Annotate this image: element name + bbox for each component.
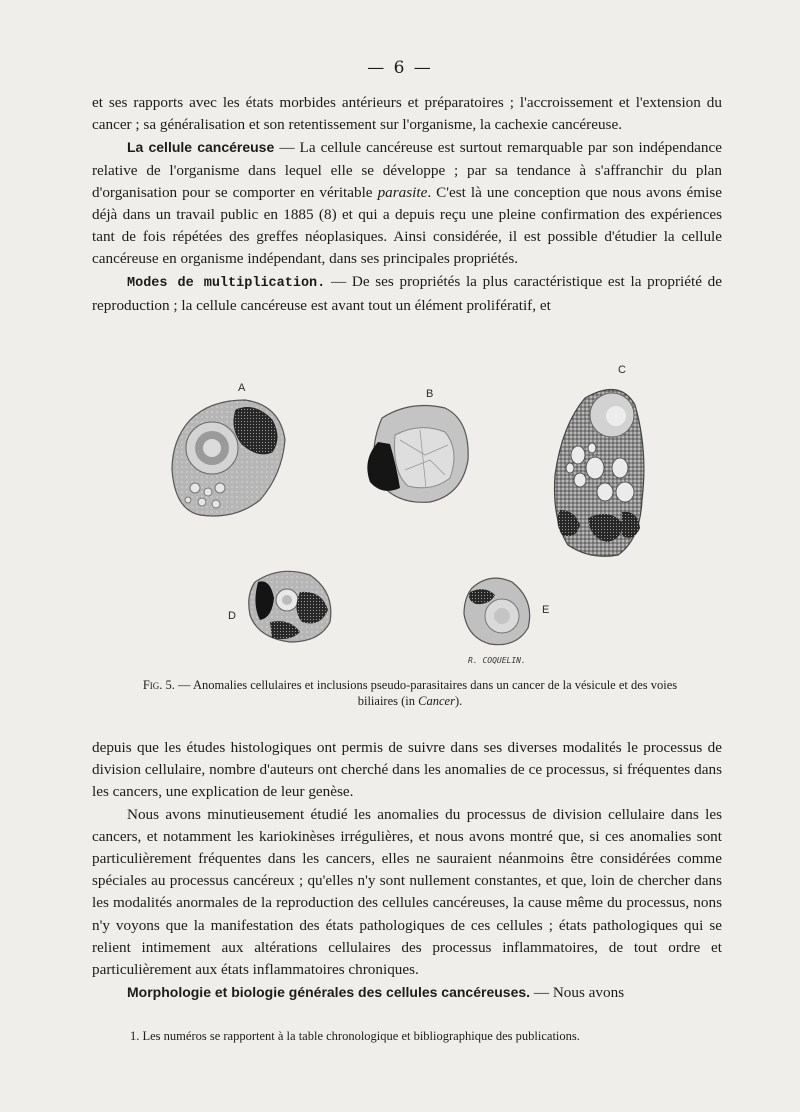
- cell-c: [555, 389, 644, 556]
- figure-label-b: B: [426, 388, 434, 400]
- cell-illustration: [150, 360, 690, 680]
- section-heading: Morphologie et biologie générales des cellules cancéreuses.: [127, 984, 531, 1001]
- footnote: 1. Les numéros se rapportent à la table chronologique et bibliographique des publications.: [130, 1029, 580, 1043]
- paragraph-modes-multiplication: [92, 271, 722, 317]
- cell-d: [249, 571, 331, 642]
- text-block-bottom: [92, 737, 722, 1004]
- artist-signature: R. COQUELIN.: [468, 656, 526, 665]
- paragraph-text: . C'est là une conception que nous avons émise déjà dans un travail public en 1885 (8) et qui a depuis reçu une pleine confirmation des expériences tant de fois répétées des greffes néoplasiques. Ainsi considérée, il est possible d'étudier la cellule cancéreuse en organisme indépendant, dans ses principales propriétés.: [92, 183, 722, 268]
- italic-term: parasite: [377, 183, 428, 201]
- paragraph-morphologie: [92, 981, 722, 1004]
- caption-prefix: Fig. 5.: [142, 678, 175, 692]
- paragraph-text: — De ses propriétés la plus caractéristique est la propriété de reproduction ; la cellule cancéreuse est avant tout un élément prolifératif, et: [92, 272, 722, 314]
- figure-caption: [140, 677, 680, 709]
- paragraph-text: — Nous avons: [530, 984, 625, 1002]
- figure-label-d: D: [228, 610, 236, 622]
- text-block-top: [92, 92, 722, 317]
- paragraph: et ses rapports avec les états morbides antérieurs et préparatoires ; l'accroissement et l'extension du cancer ; sa généralisation et son retentissement sur l'organisme, la cachexie cancéreuse.: [92, 94, 722, 134]
- section-heading: La cellule cancéreuse: [127, 139, 275, 156]
- figure-5: [150, 360, 690, 680]
- figure-label-e: E: [542, 604, 550, 616]
- cell-a: [172, 400, 285, 516]
- paragraph-text: — La cellule cancéreuse est surtout remarquable par son indépendance relative de l'organisme dans lequel elle se développe ; par sa tendance à s'affranchir du plan d'organisation pour se comporter en véritable: [92, 139, 722, 201]
- paragraph: Nous avons minutieusement étudié les anomalies du processus de division cellulaire dans les cancers, et notamment les kariokinèses irrégulières, et nous avons montré que, si ces anomalies sont particulièrement fréquentes dans les cancers, elles ne sauraient néanmoins être considérées comme spéciales au processus cancéreux ; qu'elles n'y sont nullement constantes, et que, loin de chercher dans les modalités anormales de la reproduction des cellules cancéreuses, la cause même du processus, nons n'y voyons que la manifestation des états pathologiques de ces cellules ; états pathologiques qui se relient intimement aux altérations cellulaires des processus inflammatoires, de tout ordre et particulièrement aux états inflammatoires chroniques.: [92, 805, 722, 979]
- caption-italic: Cancer: [418, 694, 455, 708]
- cell-b: [367, 406, 468, 503]
- figure-label-c: C: [618, 364, 626, 376]
- paragraph-cellule-cancereuse: [92, 136, 722, 270]
- caption-text: — Anomalies cellulaires et inclusions pseudo-parasitaires dans un cancer de la vésicule et des voies biliaires (in: [174, 678, 678, 708]
- figure-label-a: A: [238, 382, 246, 394]
- cell-e: [464, 578, 530, 645]
- page-number: — 6 —: [367, 58, 433, 78]
- paragraph: depuis que les études histologiques ont permis de suivre dans ses diverses modalités le processus de division cellulaire, nombre d'auteurs ont cherché dans les anomalies de ce processus, si fréquentes dans les cancers, une explication de leur genèse.: [92, 739, 722, 801]
- caption-text: ).: [454, 694, 463, 708]
- section-heading: Modes de multiplication.: [127, 275, 326, 291]
